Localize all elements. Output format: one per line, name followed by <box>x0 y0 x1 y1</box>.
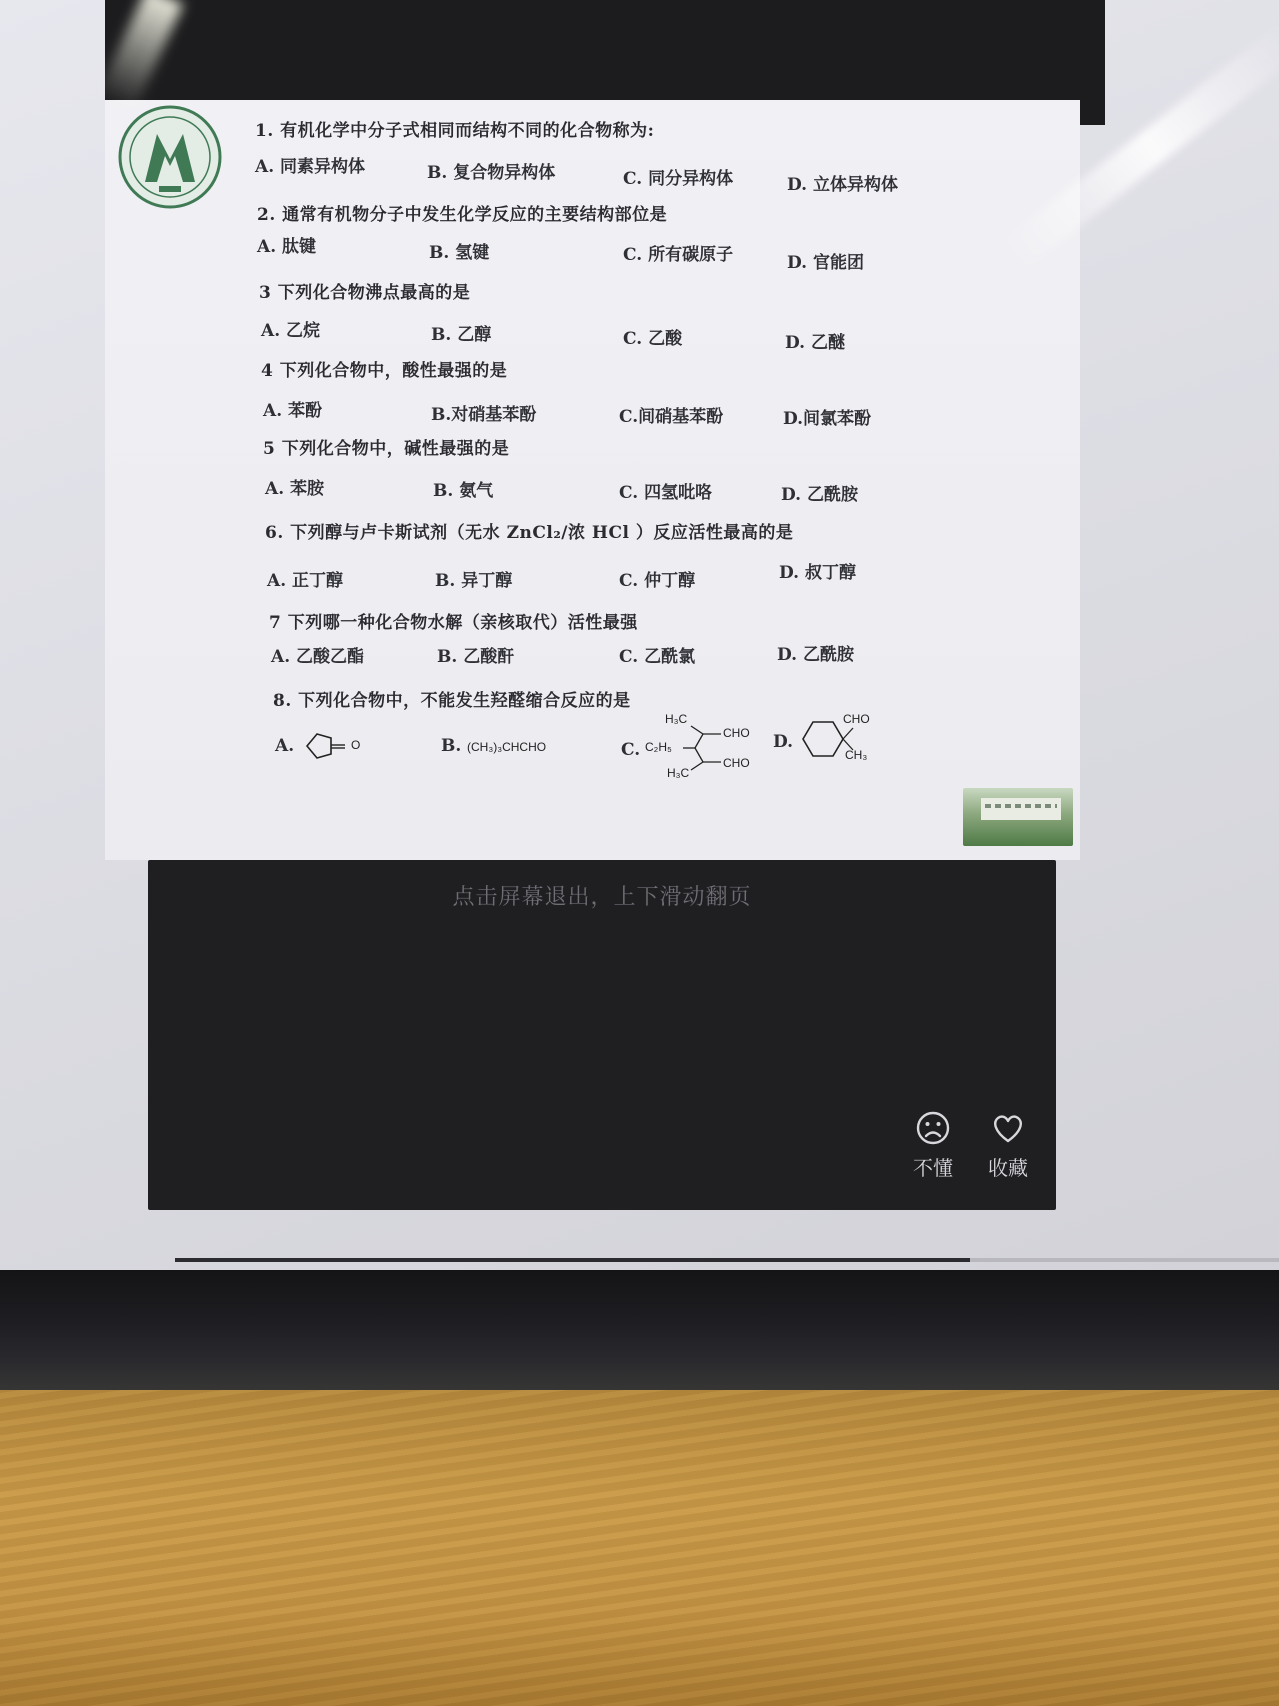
sad-face-icon <box>915 1110 951 1146</box>
heart-icon <box>990 1110 1026 1146</box>
option-c: C. 乙酸 <box>623 329 683 349</box>
structure-c-ethyl: C₂H₅ <box>645 740 672 754</box>
option-a: A. 乙酸乙酯 <box>271 647 365 667</box>
option-b: B.对硝基苯酚 <box>431 405 537 425</box>
dont-understand-button[interactable] <box>903 1110 963 1181</box>
exam-page[interactable] <box>105 100 1080 860</box>
option-c: C. <box>621 740 641 760</box>
dont-understand-label: 不懂 <box>913 1156 953 1180</box>
option-b: B. 乙醇 <box>431 325 492 345</box>
option-c: C. 乙酰氯 <box>619 647 696 667</box>
question-stem: 7 下列哪一种化合物水解（亲核取代）活性最强 <box>269 613 638 633</box>
structure-c-aldehyde-bottom: CHO <box>723 756 750 770</box>
campus-photo <box>963 788 1073 846</box>
option-a: A. 乙烷 <box>261 321 321 341</box>
option-b: B. <box>441 736 462 756</box>
option-a: A. <box>275 736 295 756</box>
option-a: A. 肽键 <box>257 237 317 257</box>
page-progress-bar <box>175 1258 1279 1262</box>
structure-c-methyl-top: H₃C <box>665 712 688 726</box>
question-stem: 1. 有机化学中分子式相同而结构不同的化合物称为: <box>255 121 655 141</box>
option-b: B. 乙酸酐 <box>437 647 515 667</box>
favorite-button[interactable] <box>978 1110 1038 1181</box>
option-d: D.间氯苯酚 <box>783 409 872 429</box>
structure-a-oxygen: O <box>351 738 361 752</box>
structure-b-formula: (CH₃)₃CHCHO <box>467 740 547 754</box>
question-stem: 4 下列化合物中，酸性最强的是 <box>261 361 508 381</box>
option-d: D. 乙酰胺 <box>777 645 854 665</box>
option-d: D. 官能团 <box>787 253 864 273</box>
option-d: D. 乙醚 <box>785 333 845 353</box>
school-logo-icon <box>117 104 223 210</box>
favorite-label: 收藏 <box>988 1156 1028 1180</box>
reader-overlay[interactable] <box>148 860 1056 1210</box>
option-d: D. 乙酰胺 <box>781 485 858 505</box>
option-d: D. 立体异构体 <box>787 175 898 195</box>
tablet-bezel <box>0 1270 1279 1400</box>
exit-hint-text: 点击屏幕退出，上下滑动翻页 <box>452 885 752 910</box>
question-stem: 2. 通常有机物分子中发生化学反应的主要结构部位是 <box>257 205 668 225</box>
question-stem: 3 下列化合物沸点最高的是 <box>259 283 471 303</box>
option-c: C. 所有碳原子 <box>623 245 734 265</box>
question-stem: 8. 下列化合物中，不能发生羟醛缩合反应的是 <box>273 691 631 711</box>
option-c: C. 同分异构体 <box>623 169 734 189</box>
option-a: A. 正丁醇 <box>267 571 344 591</box>
question-stem: 6. 下列醇与卢卡斯试剂（无水 ZnCl₂/浓 HCl ）反应活性最高的是 <box>265 523 794 543</box>
option-c: C. 四氢吡咯 <box>619 483 713 503</box>
option-b: B. 复合物异构体 <box>427 163 556 183</box>
option-a: A. 苯胺 <box>265 479 325 499</box>
wooden-table <box>0 1390 1279 1706</box>
page-progress-fill <box>175 1258 970 1262</box>
option-c: C.间硝基苯酚 <box>619 407 724 427</box>
option-b: B. 异丁醇 <box>435 571 513 591</box>
option-b: B. 氢键 <box>429 243 490 263</box>
option-a: A. 同素异构体 <box>255 157 366 177</box>
structure-c-aldehyde-top: CHO <box>723 726 750 740</box>
structure-c-methyl-bottom: H₃C <box>667 766 690 780</box>
option-a: A. 苯酚 <box>263 401 323 421</box>
option-b: B. 氨气 <box>433 481 494 501</box>
option-d: D. <box>773 732 794 752</box>
structure-d-methyl: CH₃ <box>845 748 868 762</box>
option-c: C. 仲丁醇 <box>619 571 696 591</box>
option-d: D. 叔丁醇 <box>779 563 856 583</box>
structure-d-aldehyde: CHO <box>843 712 870 726</box>
question-stem: 5 下列化合物中，碱性最强的是 <box>263 439 510 459</box>
